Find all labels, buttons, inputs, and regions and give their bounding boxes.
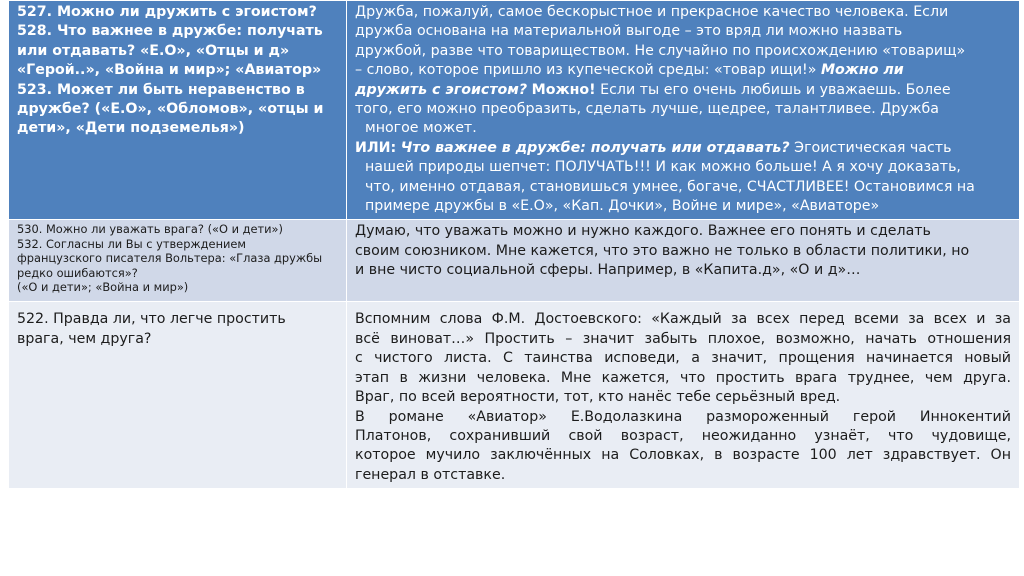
question-line: редко ошибаются»? [17,265,138,280]
answer-line [355,61,1011,80]
answer-line: примере дружбы в «Е.О», «Кап. Дочки», Войне и мире», «Авиаторе» [365,198,880,215]
table-row [9,302,1020,489]
question-line: или отдавать? «Е.О», «Отцы и д» [17,42,290,59]
question-line: («О и дети»; «Война и мир») [17,280,189,295]
question-line: дети», «Дети подземелья») [17,120,245,137]
question-highlight: дружить с эгоистом? [355,81,528,98]
question-line: дружбе? («Е.О», «Обломов», «отцы и [17,101,324,118]
answer-line: дружбой, разве что товариществом. Не случайно по происхождению «товарищ» [355,42,966,59]
answer-line: всё виноват…» Простить – значит забыть плохое, возможно, начать отношения [355,330,1011,347]
answer-line: что, именно отдавая, становишься умнее, богаче, СЧАСТЛИВЕЕ! Остановимся на [365,178,975,195]
question-line: врага, чем друга? [17,330,152,347]
answer-line: В романе «Авиатор» Е.Водолазкина размороженный герой Иннокентий [355,408,1011,425]
answer-highlight: Можно! [531,81,596,98]
answer-text: – слово, которое пришло из купеческой среды: «товар ищи!» [355,62,817,79]
answer-line: того, его можно преобразить, сделать лучше, щедрее, талантливее. Дружба [355,101,939,118]
answer-cell [347,302,1020,489]
table-row [9,1,1020,220]
question-cell [9,302,347,489]
or-label: ИЛИ: [355,139,397,156]
answer-text: Если ты его очень любишь и уважаешь. Более [600,81,951,98]
question-line: «Герой..», «Война и мир»; «Авиатор» [17,62,322,79]
answer-line [355,81,1011,100]
answer-line: Платонов, сохранивший свой возраст, неожиданно узнаёт, что чудовище, [355,427,1011,444]
answer-line: с чистого листа. С таинства исповеди, а значит, прощения начинается новый [355,350,1011,367]
essay-topics-table [8,0,1020,489]
answer-line: дружба основана на материальной выгоде – это вряд ли можно назвать [355,23,903,40]
question-highlight: Можно ли [820,62,904,79]
answer-line: своим союзником. Мне кажется, что это важно не только в области политики, но [355,242,970,259]
answer-line: Вспомним слова Ф.М. Достоевского: «Каждый за всех перед всеми за всех и за [355,311,1011,328]
question-line: 528. Что важнее в дружбе: получать [17,23,323,40]
answer-line: генерал в отставке. [355,466,506,483]
answer-line: и вне чисто социальной сферы. Например, в «Капита.д», «О и д»… [355,262,861,279]
question-highlight: Что важнее в дружбе: получать или отдавать? [400,139,790,156]
question-cell [9,1,347,220]
answer-line: многое может. [365,120,477,137]
answer-line [355,139,1011,158]
answer-cell [347,220,1020,302]
answer-line: нашей природы шепчет: ПОЛУЧАТЬ!!! И как можно больше! А я хочу доказать, [365,159,961,176]
question-line: французского писателя Вольтера: «Глаза дружбы [17,251,323,266]
question-line: 522. Правда ли, что легче простить [17,311,286,328]
answer-line: Думаю, что уважать можно и нужно каждого. Важнее его понять и сделать [355,223,931,240]
answer-line: Дружба, пожалуй, самое бескорыстное и прекрасное качество человека. Если [355,4,949,20]
question-line: 532. Согласны ли Вы с утверждением [17,236,247,251]
question-line: 530. Можно ли уважать врага? («О и дети») [17,222,283,237]
answer-cell [347,1,1020,220]
table-row [9,220,1020,302]
question-cell [9,220,347,302]
question-line: 527. Можно ли дружить с эгоистом? [17,4,317,20]
answer-line: этап в жизни человека. Мне кажется, что простить врага труднее, чем друга. [355,369,1011,386]
answer-line: Враг, по всей вероятности, тот, кто нанёс тебе серьёзный вред. [355,389,841,406]
answer-line: которое мучило заключённых на Соловках, в возрасте 100 лет здравствует. Он [355,447,1011,464]
answer-text: Эгоистическая часть [794,139,952,156]
question-line: 523. Может ли быть неравенство в [17,81,305,98]
